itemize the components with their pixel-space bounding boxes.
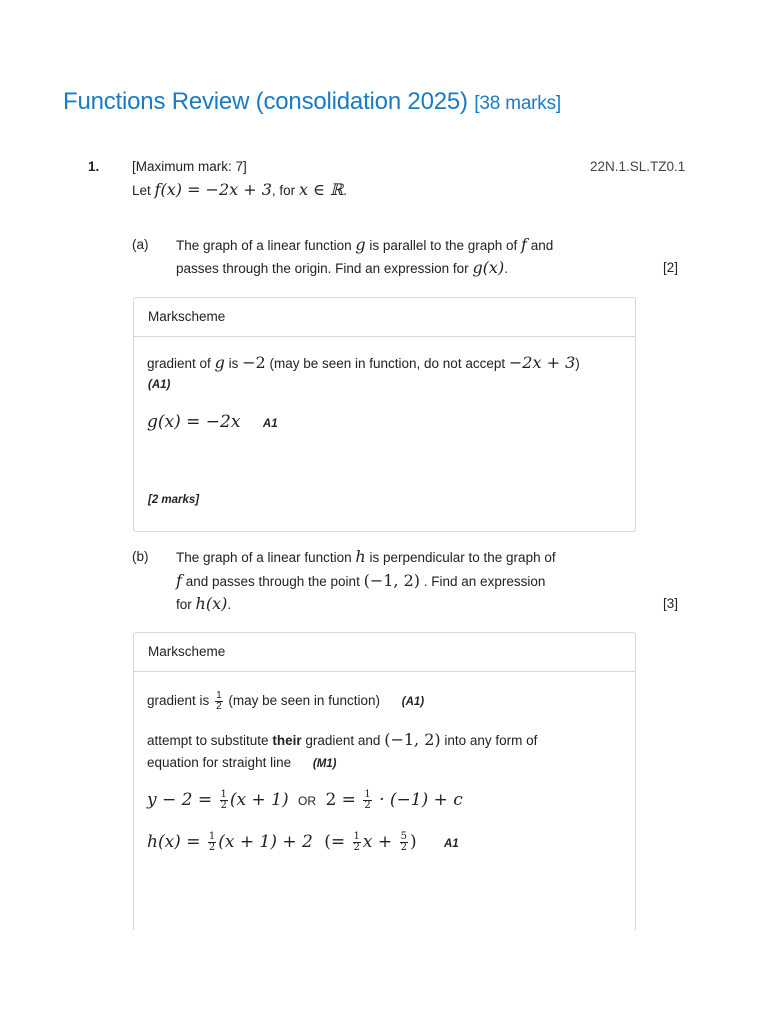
ms-text: is bbox=[228, 356, 239, 371]
fraction bbox=[215, 691, 223, 712]
part-b-f: f bbox=[176, 571, 182, 590]
ms-text: (may be seen in function, do not accept bbox=[269, 356, 506, 371]
ms-a-award-2: A1 bbox=[262, 418, 278, 430]
page-bottom-margin bbox=[0, 930, 768, 1024]
part-a-text: The graph of a linear function bbox=[176, 238, 352, 253]
frac-num: 1 bbox=[216, 690, 222, 701]
ms-a-award-1: (A1) bbox=[148, 379, 171, 391]
eq-part: h(x) = bbox=[147, 832, 201, 852]
part-b-text: . bbox=[227, 597, 232, 612]
ms-text: gradient is bbox=[147, 693, 210, 709]
question-stem bbox=[132, 180, 347, 201]
stem-for: , for bbox=[271, 183, 296, 198]
part-a-gx: g(x) bbox=[472, 258, 505, 277]
stem-function: f(x) = −2x + 3 bbox=[154, 180, 272, 199]
part-a-text: and bbox=[530, 238, 554, 253]
fraction bbox=[208, 832, 216, 853]
frac-den: 2 bbox=[220, 800, 227, 811]
ms-a-gx-expr: g(x) = −2x bbox=[147, 412, 241, 432]
eq-or: OR bbox=[298, 794, 317, 808]
part-b-text: and passes through the point bbox=[185, 574, 360, 589]
part-a-text: passes through the origin. Find an expression for bbox=[176, 261, 469, 276]
part-b-line-2 bbox=[176, 571, 545, 592]
frac-den: 2 bbox=[353, 842, 360, 853]
ms-b-line-1 bbox=[147, 691, 424, 712]
frac-num: 1 bbox=[364, 789, 371, 800]
page-title bbox=[63, 88, 561, 116]
part-a-line-2 bbox=[176, 258, 508, 279]
part-b-line-1 bbox=[176, 547, 556, 568]
ms-text: into any form of bbox=[444, 733, 538, 748]
ms-b-line-3 bbox=[147, 753, 337, 774]
title-main: Functions Review (consolidation 2025) bbox=[63, 88, 468, 115]
ms-a-total: [2 marks] bbox=[148, 494, 200, 506]
eq-part: x + bbox=[362, 832, 393, 852]
ms-point: (−1, 2) bbox=[384, 730, 441, 749]
ms-b-award-1: (A1) bbox=[401, 696, 425, 709]
part-a-marks: [2] bbox=[663, 260, 679, 275]
fraction bbox=[353, 832, 361, 853]
ms-text: attempt to substitute bbox=[147, 733, 269, 748]
ms-b-equation-1 bbox=[147, 790, 463, 811]
stem-prefix: Let bbox=[132, 183, 151, 198]
markscheme-b bbox=[133, 632, 636, 943]
max-mark: [Maximum mark: 7] bbox=[132, 159, 247, 174]
ms-expr: −2x + 3 bbox=[508, 353, 576, 372]
frac-den: 2 bbox=[208, 842, 216, 853]
fraction bbox=[220, 790, 228, 811]
frac-den: 2 bbox=[364, 800, 371, 811]
eq-part: ) bbox=[409, 832, 417, 852]
ms-text: (may be seen in function) bbox=[228, 693, 380, 709]
ms-b-line-2 bbox=[147, 730, 537, 751]
ms-bold-their: their bbox=[272, 733, 302, 748]
eq-part: y − 2 = bbox=[147, 790, 213, 810]
markscheme-a-header[interactable]: Markscheme bbox=[134, 298, 635, 337]
eq-part: · (−1) + c bbox=[379, 790, 463, 810]
part-a-text: . bbox=[504, 261, 508, 276]
ms-text: ) bbox=[575, 356, 580, 371]
title-marks: [38 marks] bbox=[474, 93, 561, 114]
part-b-label: (b) bbox=[132, 549, 149, 564]
part-a-text: is parallel to the graph of bbox=[369, 238, 518, 253]
ms-b-award-3: A1 bbox=[443, 838, 459, 850]
question-number: 1. bbox=[88, 159, 100, 174]
part-a-label: (a) bbox=[132, 237, 149, 252]
question-code: 22N.1.SL.TZ0.1 bbox=[590, 159, 686, 174]
frac-num: 1 bbox=[220, 789, 227, 800]
ms-g: g bbox=[214, 353, 225, 372]
eq-part: (x + 1) + 2 bbox=[218, 832, 313, 852]
eq-part: (= bbox=[324, 832, 346, 852]
part-b-text: for bbox=[176, 597, 192, 612]
part-a-f: f bbox=[521, 235, 527, 254]
frac-num: 1 bbox=[353, 831, 360, 842]
frac-den: 2 bbox=[400, 842, 407, 853]
part-b-h: h bbox=[355, 547, 366, 566]
stem-domain: x ∈ ℝ bbox=[298, 180, 344, 199]
part-b-point: (−1, 2) bbox=[363, 571, 421, 590]
eq-part: 2 = bbox=[325, 790, 356, 810]
frac-den: 2 bbox=[216, 701, 222, 712]
part-b-hx: h(x) bbox=[195, 594, 228, 613]
ms-text: equation for straight line bbox=[147, 755, 292, 770]
part-b-text: . Find an expression bbox=[423, 574, 546, 589]
frac-num: 1 bbox=[208, 831, 216, 842]
ms-a-line-1 bbox=[147, 353, 580, 374]
ms-text: gradient of bbox=[147, 356, 211, 371]
part-b-text: is perpendicular to the graph of bbox=[369, 550, 556, 565]
ms-value: −2 bbox=[242, 353, 266, 372]
fraction bbox=[400, 832, 408, 853]
part-a-line-1 bbox=[176, 235, 553, 256]
ms-b-award-2: (M1) bbox=[312, 758, 337, 770]
markscheme-b-header[interactable]: Markscheme bbox=[134, 633, 635, 672]
ms-b-equation-2 bbox=[147, 832, 459, 853]
ms-a-line-2 bbox=[147, 412, 278, 432]
part-b-marks: [3] bbox=[663, 596, 679, 611]
fraction bbox=[363, 790, 371, 811]
ms-text: gradient and bbox=[305, 733, 381, 748]
part-b-line-3 bbox=[176, 594, 231, 615]
stem-end: . bbox=[343, 183, 348, 198]
part-b-text: The graph of a linear function bbox=[176, 550, 352, 565]
frac-num: 5 bbox=[400, 831, 407, 842]
eq-part: (x + 1) bbox=[229, 790, 289, 810]
part-a-g: g bbox=[355, 235, 366, 254]
